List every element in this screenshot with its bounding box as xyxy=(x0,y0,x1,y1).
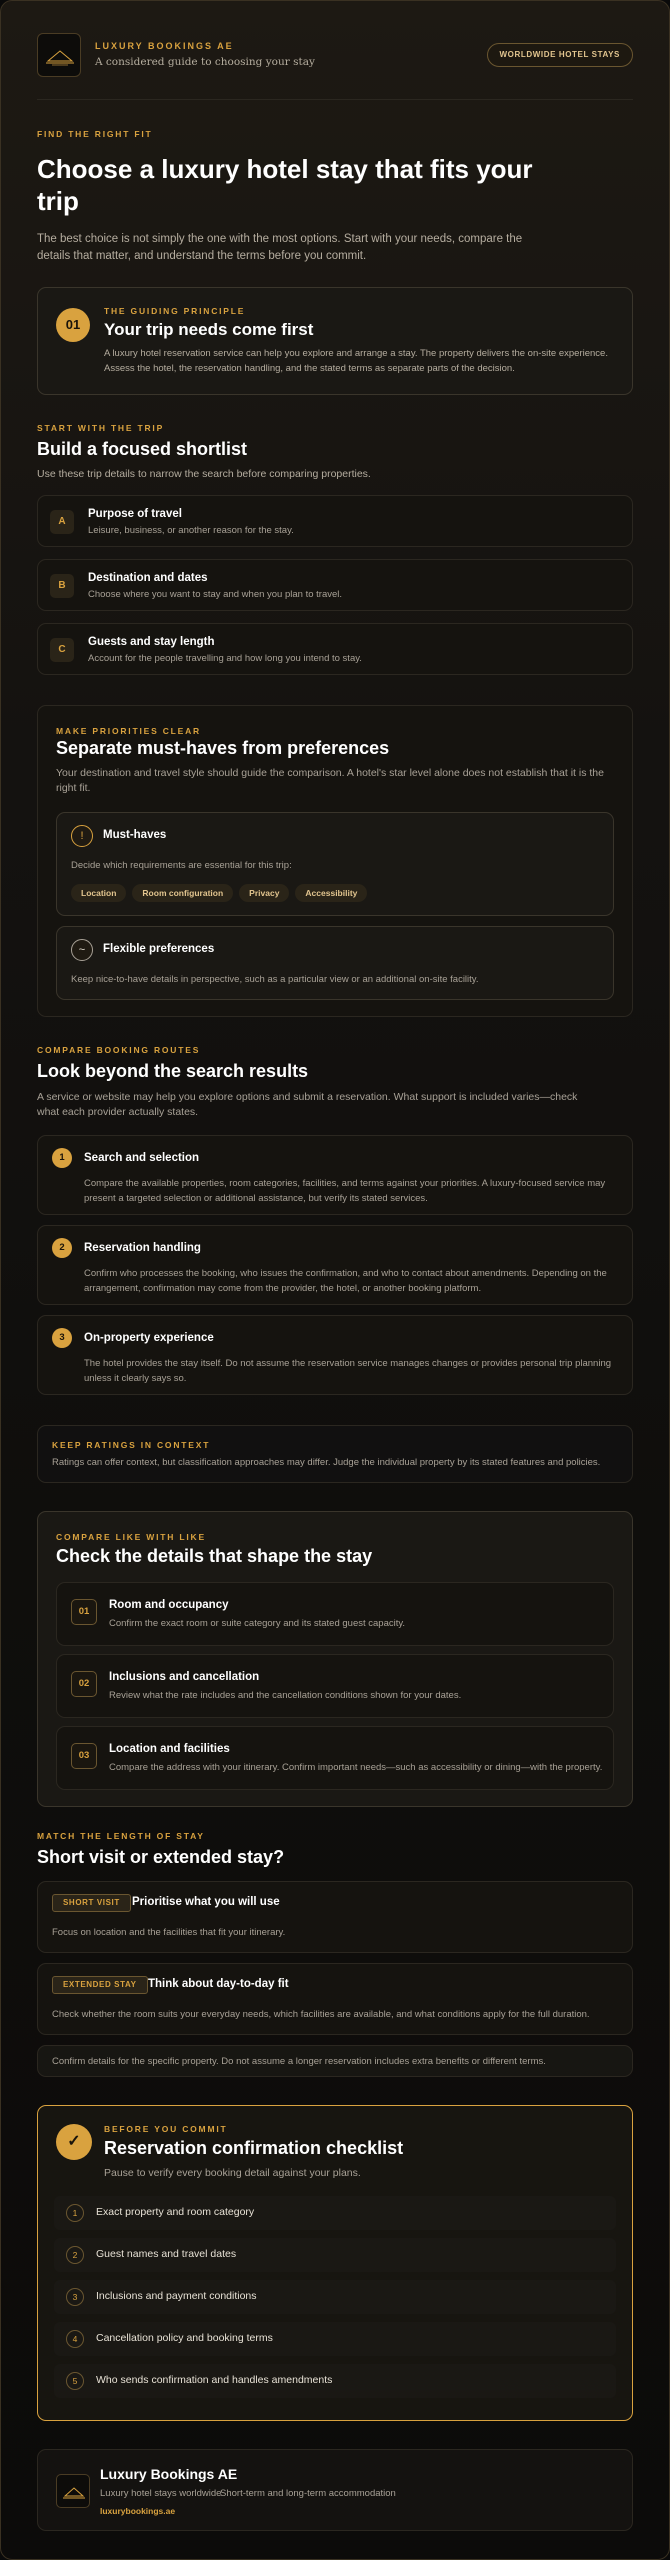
list-item-text: Account for the people travelling and how long you intend to stay. xyxy=(88,653,362,664)
chip-accessibility: Accessibility xyxy=(295,884,367,902)
priorities-title: Separate must-haves from preferences xyxy=(56,738,390,758)
short-visit-card xyxy=(37,1881,633,1953)
shortlist-eyebrow: START WITH THE TRIP xyxy=(37,423,165,433)
principle-number: 01 xyxy=(56,308,90,342)
flexible-text: Keep nice-to-have details in perspective, such as a particular view or an additional on-site facility. xyxy=(71,974,479,985)
letter-badge: A xyxy=(50,510,74,534)
list-item-text: Leisure, business, or another reason for the stay. xyxy=(88,525,294,536)
list-item-text: Choose where you want to stay and when you plan to travel. xyxy=(88,589,343,600)
detail-title: Inclusions and cancellation xyxy=(109,1671,260,1683)
detail-title: Location and facilities xyxy=(109,1743,230,1755)
extended-stay-card xyxy=(37,1963,633,2035)
priorities-lead: Your destination and travel style should guide the comparison. A hotel's star level alone does not establish that it is the right fit. xyxy=(56,767,604,794)
checklist-label: Exact property and room category xyxy=(96,2206,255,2218)
details-card xyxy=(37,1511,633,1807)
route-card xyxy=(37,1225,633,1305)
short-visit-title: Prioritise what you will use xyxy=(132,1896,280,1908)
ratings-note xyxy=(37,1425,633,1483)
checklist-label: Inclusions and payment conditions xyxy=(96,2290,257,2302)
shortlist-title: Build a focused shortlist xyxy=(37,439,248,459)
detail-text: Confirm the exact room or suite category and its stated guest capacity. xyxy=(109,1618,406,1629)
checklist-item[interactable] xyxy=(54,2364,616,2398)
list-item xyxy=(37,495,633,547)
route-number: 1 xyxy=(52,1148,72,1168)
brand-tagline: A considered guide to choosing your stay xyxy=(95,56,315,68)
checklist-label: Guest names and travel dates xyxy=(96,2248,237,2260)
length-note xyxy=(37,2045,633,2077)
routes-header xyxy=(37,1045,633,1120)
detail-text: Compare the address with your itinerary. Confirm important needs—such as accessibility or dining—with the property. xyxy=(109,1762,603,1773)
details-title: Check the details that shape the stay xyxy=(56,1546,373,1566)
detail-title: Room and occupancy xyxy=(109,1599,229,1611)
short-visit-text: Focus on location and the facilities that fit your itinerary. xyxy=(52,1927,286,1938)
route-card xyxy=(37,1315,633,1395)
checklist-number: 3 xyxy=(66,2288,84,2306)
alert-icon: ! xyxy=(71,825,93,847)
detail-item xyxy=(56,1726,614,1790)
route-text: The hotel provides the stay itself. Do not assume the reservation service manages changes or provides personal trip planning unless it clearly says so. xyxy=(84,1358,612,1384)
checkmark-icon: ✓ xyxy=(56,2124,92,2160)
hotel-logo-icon[interactable] xyxy=(37,33,81,77)
hero-eyebrow: FIND THE RIGHT FIT xyxy=(37,129,153,139)
route-number: 3 xyxy=(52,1328,72,1348)
extended-stay-tag: EXTENDED STAY xyxy=(52,1976,148,1994)
site-header xyxy=(37,33,633,77)
priorities-eyebrow: MAKE PRIORITIES CLEAR xyxy=(56,726,202,736)
checklist-label: Who sends confirmation and handles amendments xyxy=(96,2374,333,2386)
list-item xyxy=(37,559,633,611)
must-haves-card xyxy=(56,812,614,916)
flexible-card xyxy=(56,926,614,1000)
footer-line1: Luxury hotel stays worldwide xyxy=(100,2488,222,2499)
ratings-text: Ratings can offer context, but classification approaches may differ. Judge the individual property by its stated features and policies. xyxy=(52,1457,601,1468)
checklist-title: Reservation confirmation checklist xyxy=(104,2138,404,2158)
priorities-card xyxy=(37,705,633,1017)
footer-logo-icon[interactable] xyxy=(56,2474,90,2508)
footer-link[interactable]: luxurybookings.ae xyxy=(100,2506,176,2516)
length-eyebrow: MATCH THE LENGTH OF STAY xyxy=(37,1831,205,1841)
checklist-item[interactable] xyxy=(54,2280,616,2314)
principle-eyebrow: THE GUIDING PRINCIPLE xyxy=(104,306,246,316)
list-item xyxy=(37,623,633,675)
checklist-item[interactable] xyxy=(54,2322,616,2356)
principle-card xyxy=(37,287,633,395)
routes-lead: A service or website may help you explore options and submit a reservation. What support is included varies—check what each provider actually states. xyxy=(37,1091,578,1118)
list-item-title: Guests and stay length xyxy=(88,636,215,648)
checklist-card xyxy=(37,2105,633,2421)
route-title: Search and selection xyxy=(84,1152,200,1164)
footer-line2: Short-term and long-term accommodation xyxy=(220,2488,396,2499)
detail-item xyxy=(56,1654,614,1718)
extended-stay-title: Think about day-to-day fit xyxy=(148,1978,289,1990)
detail-number: 03 xyxy=(71,1743,97,1769)
checklist-number: 5 xyxy=(66,2372,84,2390)
short-visit-tag: SHORT VISIT xyxy=(52,1894,131,1912)
tilde-icon: ~ xyxy=(71,939,93,961)
chip-room-configuration: Room configuration xyxy=(132,884,233,902)
checklist-number: 1 xyxy=(66,2204,84,2222)
worldwide-badge: WORLDWIDE HOTEL STAYS xyxy=(487,43,633,67)
principle-text: A luxury hotel reservation service can help you explore and arrange a stay. The property delivers the on-site experience. Assess the hotel, the reservation handling, and the stated terms as separate parts of the decision. xyxy=(104,348,608,374)
checklist-eyebrow: BEFORE YOU COMMIT xyxy=(104,2124,228,2134)
details-eyebrow: COMPARE LIKE WITH LIKE xyxy=(56,1532,206,1542)
hero xyxy=(37,129,633,265)
checklist-lead: Pause to verify every booking detail against your plans. xyxy=(104,2167,361,2179)
shortlist-lead: Use these trip details to narrow the search before comparing properties. xyxy=(37,468,371,480)
must-haves-chips xyxy=(71,883,373,902)
detail-number: 01 xyxy=(71,1599,97,1625)
checklist-label: Cancellation policy and booking terms xyxy=(96,2332,273,2344)
brand-name[interactable]: LUXURY BOOKINGS AE xyxy=(95,41,234,51)
footer-title: Luxury Bookings AE xyxy=(100,2466,238,2482)
length-title: Short visit or extended stay? xyxy=(37,1847,285,1867)
site-footer xyxy=(37,2449,633,2531)
header-divider xyxy=(37,99,633,100)
checklist-number: 4 xyxy=(66,2330,84,2348)
detail-number: 02 xyxy=(71,1671,97,1697)
flexible-title: Flexible preferences xyxy=(103,943,215,955)
must-haves-text: Decide which requirements are essential for this trip: xyxy=(71,860,292,871)
checklist-number: 2 xyxy=(66,2246,84,2264)
chip-privacy: Privacy xyxy=(239,884,289,902)
ratings-eyebrow: KEEP RATINGS IN CONTEXT xyxy=(52,1440,211,1450)
hero-lead: The best choice is not simply the one with the most options. Start with your needs, compare the details that matter, and understand the terms before you commit. xyxy=(37,233,523,262)
letter-badge: B xyxy=(50,574,74,598)
detail-text: Review what the rate includes and the cancellation conditions shown for your dates. xyxy=(109,1690,462,1701)
detail-item xyxy=(56,1582,614,1646)
letter-badge: C xyxy=(50,638,74,662)
principle-title: Your trip needs come first xyxy=(104,320,314,339)
must-haves-title: Must-haves xyxy=(103,829,167,841)
route-title: Reservation handling xyxy=(84,1242,201,1254)
route-text: Compare the available properties, room categories, facilities, and terms against your priorities. A luxury-focused service may present a targeted selection or additional assistance, but verify its stated services. xyxy=(84,1178,606,1204)
checklist-item[interactable] xyxy=(54,2238,616,2272)
route-card xyxy=(37,1135,633,1215)
route-title: On-property experience xyxy=(84,1332,214,1344)
length-note-text: Confirm details for the specific property. Do not assume a longer reservation includes extra benefits or different terms. xyxy=(52,2056,546,2067)
routes-eyebrow: COMPARE BOOKING ROUTES xyxy=(37,1045,201,1055)
checklist-item[interactable] xyxy=(54,2196,616,2230)
routes-title: Look beyond the search results xyxy=(37,1061,309,1081)
extended-stay-text: Check whether the room suits your everyday needs, which facilities are available, and what conditions apply for the full duration. xyxy=(52,2009,590,2020)
route-number: 2 xyxy=(52,1238,72,1258)
list-item-title: Purpose of travel xyxy=(88,508,182,520)
shortlist-header xyxy=(37,423,633,480)
chip-location: Location xyxy=(71,884,126,902)
route-text: Confirm who processes the booking, who issues the confirmation, and who to contact about amendments. Depending on the arrangement, confirmation may come from the provider, the hotel, or another booking platform. xyxy=(84,1268,607,1294)
list-item-title: Destination and dates xyxy=(88,572,208,584)
length-header xyxy=(37,1831,633,1868)
page-title: Choose a luxury hotel stay that fits your trip xyxy=(37,154,533,216)
